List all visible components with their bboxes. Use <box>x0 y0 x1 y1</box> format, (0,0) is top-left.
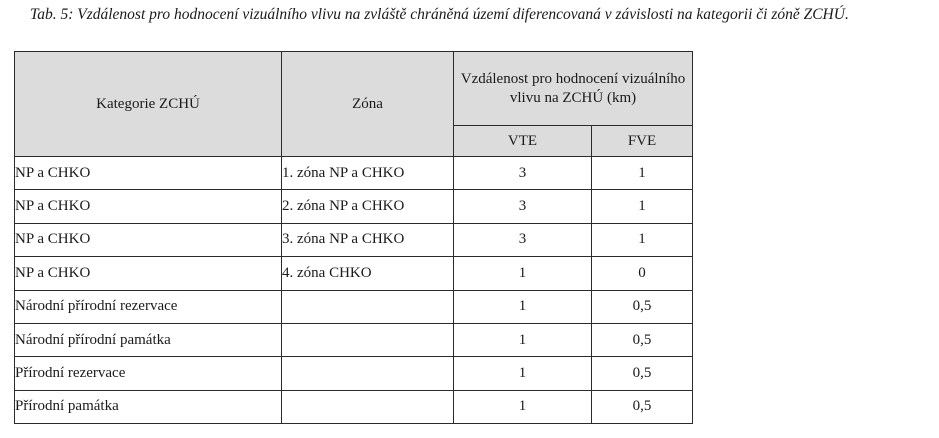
cell-vte: 1 <box>454 323 592 356</box>
header-vte: VTE <box>454 126 592 157</box>
table-row <box>15 157 693 190</box>
table-row <box>15 323 693 356</box>
cell-fve: 1 <box>592 190 693 223</box>
cell-vte: 3 <box>454 223 592 256</box>
cell-zone <box>282 390 454 423</box>
cell-vte: 1 <box>454 390 592 423</box>
table-row <box>15 357 693 390</box>
cell-category: NP a CHKO <box>15 190 282 223</box>
cell-vte: 3 <box>454 157 592 190</box>
cell-vte: 1 <box>454 257 592 290</box>
cell-category: NP a CHKO <box>15 257 282 290</box>
header-distance: Vzdálenost pro hodnocení vizuálního vlivu na ZCHÚ (km) <box>454 52 693 126</box>
cell-zone <box>282 290 454 323</box>
cell-zone: 2. zóna NP a CHKO <box>282 190 454 223</box>
cell-fve: 0,5 <box>592 323 693 356</box>
cell-fve: 0,5 <box>592 357 693 390</box>
cell-zone: 3. zóna NP a CHKO <box>282 223 454 256</box>
table-row <box>15 290 693 323</box>
header-fve: FVE <box>592 126 693 157</box>
cell-zone: 1. zóna NP a CHKO <box>282 157 454 190</box>
cell-zone <box>282 323 454 356</box>
header-category: Kategorie ZCHÚ <box>15 52 282 157</box>
distance-table <box>14 51 693 424</box>
table-row <box>15 223 693 256</box>
table-row <box>15 190 693 223</box>
header-row <box>15 52 693 126</box>
cell-fve: 0,5 <box>592 290 693 323</box>
cell-category: Národní přírodní rezervace <box>15 290 282 323</box>
cell-vte: 1 <box>454 290 592 323</box>
table-row <box>15 390 693 423</box>
cell-fve: 0,5 <box>592 390 693 423</box>
cell-vte: 1 <box>454 357 592 390</box>
cell-fve: 1 <box>592 157 693 190</box>
cell-vte: 3 <box>454 190 592 223</box>
cell-fve: 0 <box>592 257 693 290</box>
cell-category: Přírodní rezervace <box>15 357 282 390</box>
header-zone: Zóna <box>282 52 454 157</box>
cell-zone: 4. zóna CHKO <box>282 257 454 290</box>
cell-fve: 1 <box>592 223 693 256</box>
cell-zone <box>282 357 454 390</box>
table-row <box>15 257 693 290</box>
cell-category: NP a CHKO <box>15 157 282 190</box>
cell-category: Přírodní památka <box>15 390 282 423</box>
cell-category: NP a CHKO <box>15 223 282 256</box>
table-caption: Tab. 5: Vzdálenost pro hodnocení vizuálního vlivu na zvláště chráněná území diferencovaná v závislosti na kategorii či zóně ZCHÚ. <box>30 6 849 23</box>
cell-category: Národní přírodní památka <box>15 323 282 356</box>
